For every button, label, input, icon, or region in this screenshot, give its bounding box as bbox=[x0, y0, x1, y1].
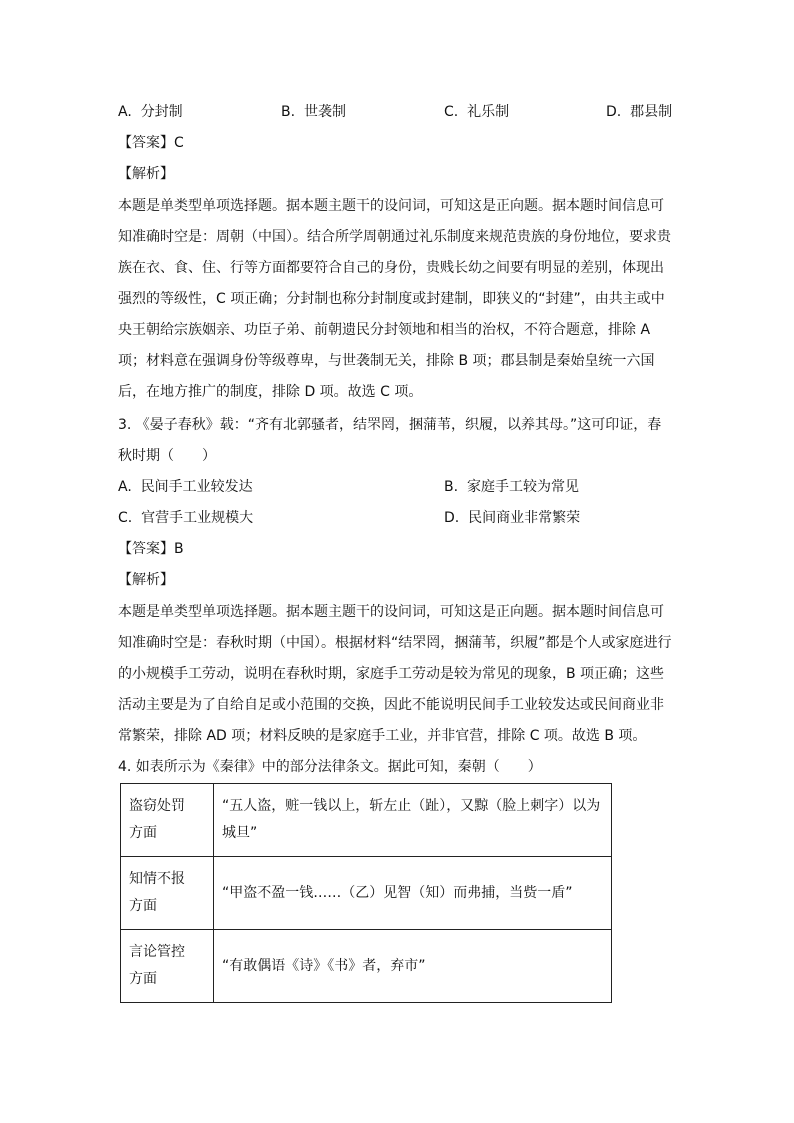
law-text-line: “五人盗，赃一钱以上，斩左止（趾），又黥（脸上刺字）以为 bbox=[222, 798, 601, 814]
q2-answer: 【答案】C bbox=[118, 135, 184, 151]
option-text: 民间商业非常繁荣 bbox=[468, 510, 581, 526]
option-text: 民间手工业较发达 bbox=[140, 479, 253, 495]
q2-option-d bbox=[606, 102, 672, 122]
q3-option-c bbox=[118, 508, 253, 528]
q3-analysis-line: 本题是单类型单项选择题。据本题主题干的设问词，可知这是正向题。据本题时间信息可 bbox=[118, 604, 664, 620]
option-text: 礼乐制 bbox=[467, 104, 510, 120]
q3-option-d bbox=[444, 508, 580, 528]
option-text: 家庭手工较为常见 bbox=[466, 479, 579, 495]
q4-stem: 4. 如表所示为《秦律》中的部分法律条文。据此可知，秦朝（ ） bbox=[118, 759, 542, 775]
q2-analysis-line: 强烈的等级性，C 项正确；分封制也称分封制度或封建制，即狭义的“封建”，由共主或中 bbox=[118, 291, 665, 307]
q3-analysis-line: 活动主要是为了自给自足或小范围的交换，因此不能说明民间手工业较发达或民间商业非 bbox=[118, 697, 664, 713]
qin-law-table bbox=[120, 783, 612, 1003]
table-row bbox=[121, 857, 612, 930]
q2-option-a bbox=[118, 102, 183, 122]
option-text: 郡县制 bbox=[630, 104, 673, 120]
option-letter: A. bbox=[118, 479, 132, 495]
law-text-line: 城旦” bbox=[222, 825, 258, 841]
q3-stem-line: 3. 《晏子春秋》载：“齐有北郭骚者，结罘罔，捆蒲苇，织履，以养其母。”这可印证，春 bbox=[118, 417, 662, 433]
q2-analysis-line: 后，在地方推广的制度，排除 D 项。故选 C 项。 bbox=[118, 384, 423, 400]
law-text-cell bbox=[214, 784, 612, 857]
option-letter: C. bbox=[118, 510, 133, 526]
option-text: 世袭制 bbox=[303, 104, 346, 120]
option-text: 官营手工业规模大 bbox=[141, 510, 254, 526]
q3-answer: 【答案】B bbox=[118, 541, 184, 557]
q2-analysis-line: 族在衣、食、住、行等方面都要符合自己的身份，贵贱长幼之间要有明显的差别，体现出 bbox=[118, 260, 664, 276]
table-row bbox=[121, 784, 612, 857]
category-line: 方面 bbox=[129, 825, 157, 841]
option-letter: B. bbox=[281, 104, 296, 120]
q2-analysis-line: 本题是单类型单项选择题。据本题主题干的设问词，可知这是正向题。据本题时间信息可 bbox=[118, 198, 664, 214]
category-line: 言论管控 bbox=[129, 944, 185, 960]
category-cell bbox=[121, 784, 214, 857]
category-line: 方面 bbox=[129, 971, 157, 987]
category-cell bbox=[121, 857, 214, 930]
q2-option-c bbox=[444, 102, 509, 122]
category-line: 盗窃处罚 bbox=[129, 798, 185, 814]
q3-option-b bbox=[444, 477, 579, 497]
option-letter: C. bbox=[444, 104, 459, 120]
category-line: 知情不报 bbox=[129, 871, 185, 887]
option-letter: B. bbox=[444, 479, 459, 495]
q3-option-a bbox=[118, 477, 253, 497]
table-row bbox=[121, 930, 612, 1003]
law-text-line: “甲盗不盈一钱……（乙）见智（知）而弗捕，当赀一盾” bbox=[222, 884, 573, 901]
law-text-line: “有敢偶语《诗》《书》者，弃市” bbox=[222, 957, 426, 974]
law-text-cell bbox=[214, 857, 612, 930]
q2-option-b bbox=[281, 102, 346, 122]
option-letter: D. bbox=[606, 104, 622, 120]
q2-analysis-line: 项；材料意在强调身份等级尊卑，与世袭制无关，排除 B 项；郡县制是秦始皇统一六国 bbox=[118, 353, 655, 369]
option-letter: A. bbox=[118, 104, 132, 120]
q3-stem-line: 秋时期（ ） bbox=[118, 448, 216, 464]
category-cell bbox=[121, 930, 214, 1003]
q2-analysis-line: 知准确时空是：周朝（中国）。结合所学周朝通过礼乐制度来规范贵族的身份地位，要求贵 bbox=[118, 229, 671, 245]
q3-analysis-line: 知准确时空是：春秋时期（中国）。根据材料“结罘罔，捆蒲苇，织履”都是个人或家庭进行 bbox=[118, 635, 672, 651]
category-line: 方面 bbox=[129, 898, 157, 914]
q2-analysis-line: 央王朝给宗族姻亲、功臣子弟、前朝遗民分封领地和相当的治权，不符合题意，排除 A bbox=[118, 322, 651, 338]
q3-analysis-line: 常繁荣，排除 AD 项；材料反映的是家庭手工业，并非官营，排除 C 项。故选 B 项。 bbox=[118, 728, 647, 744]
option-text: 分封制 bbox=[140, 104, 183, 120]
option-letter: D. bbox=[444, 510, 460, 526]
q2-analysis-heading: 【解析】 bbox=[118, 166, 174, 182]
law-text-cell bbox=[214, 930, 612, 1003]
q3-analysis-heading: 【解析】 bbox=[118, 572, 174, 588]
q3-analysis-line: 的小规模手工劳动，说明在春秋时期，家庭手工劳动是较为常见的现象，B 项正确；这些 bbox=[118, 666, 665, 682]
